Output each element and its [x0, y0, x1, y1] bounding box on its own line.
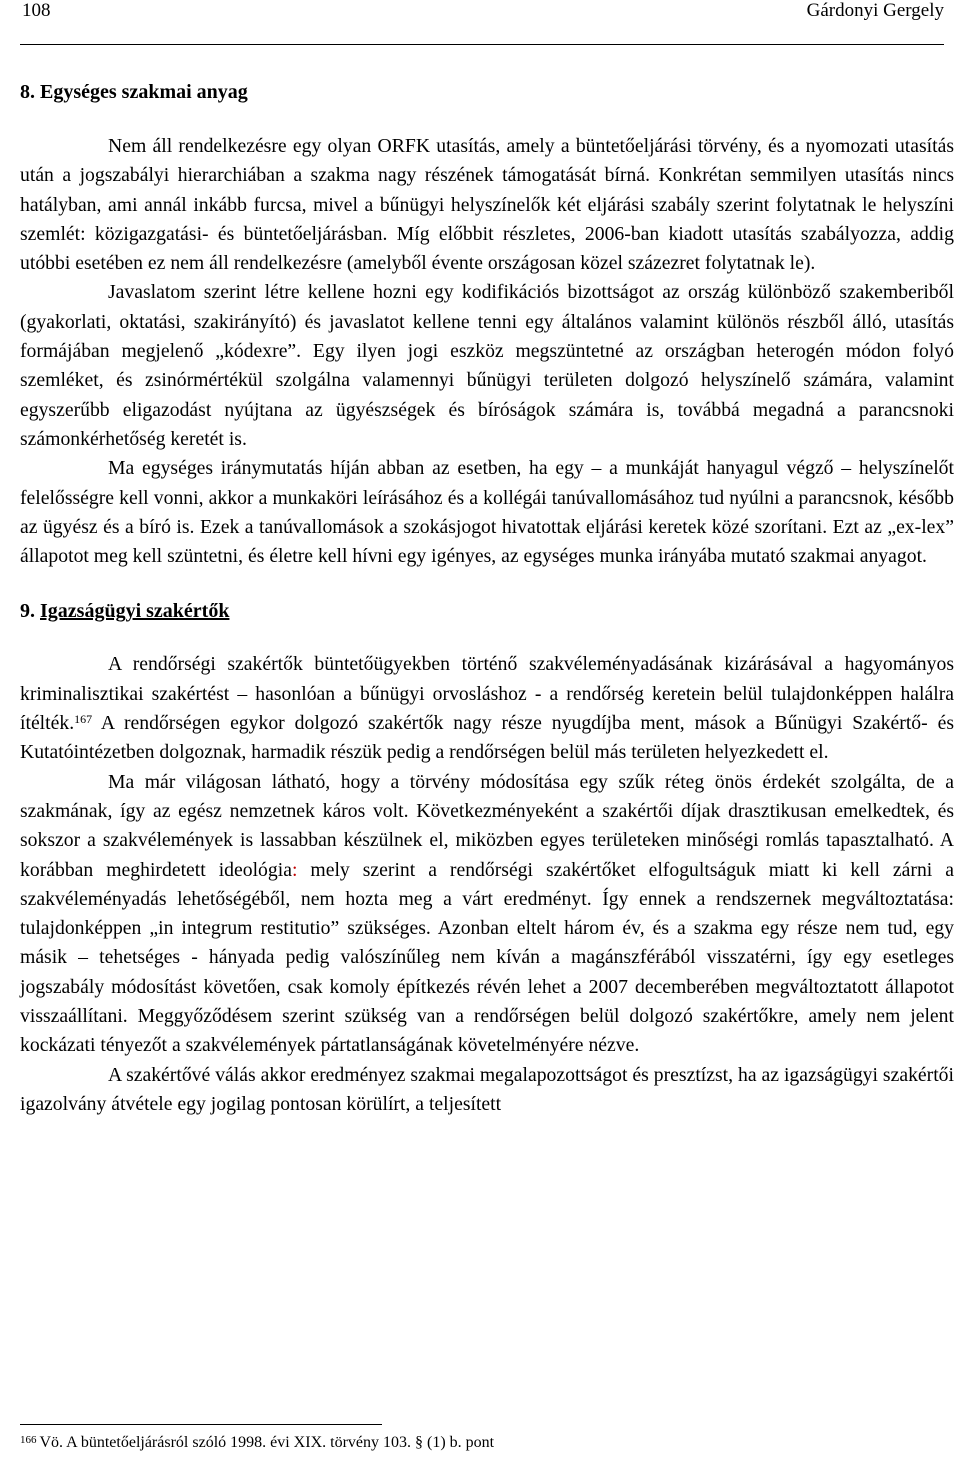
paragraph: [20, 768, 954, 1061]
section-title: Egységes szakmai anyag: [40, 81, 248, 103]
footnote-number: 166: [20, 1434, 37, 1446]
paragraph: Nem áll rendelkezésre egy olyan ORFK utasítás, amely a büntetőeljárási törvény, és a nyomozati utasítás után a jogszabályi hierarchiában a szakma nagy részének támogatását bírná. Konkrétan semmilyen utasítás nincs hatályban, ami annál inkább furcsa, mivel a bűnügyi helyszínelők két eljárási szabály szerint folytatnak le helyszíni szemlét: közigazgatási- és büntetőeljárásban. Míg előbbit részletes, 2006-ban kiadott utasítás szabályozza, addig utóbbi esetében ez nem áll rendelkezésre (amelyből évente országosan közel százezret folytatnak le).: [20, 135, 954, 275]
section-number: 8.: [20, 81, 35, 103]
page-header: [20, 0, 944, 45]
section-heading-9: [20, 597, 954, 626]
page-number: 108: [22, 0, 51, 21]
paragraph: [20, 650, 954, 767]
highlighted-colon: :: [291, 858, 298, 881]
paragraph: Ma egységes iránymutatás híján abban az esetben, ha egy – a munkáját hanyagul végző – helyszínelőt felelősségre kell vonni, akkor a munkaköri leírásához és a kollégái tanúvallomásához tud nyúlni a parancsnok, később az ügyész és a bíró is. Ezek a tanúvallomások a szokásjogot hivatottak eljárási keretek közé szorítani. Ezt az „ex-lex” állapotot meg kell szüntetni, és életre kell hívni egy igényes, az egységes munka irányába mutató szakmai anyagot.: [20, 457, 954, 568]
section-heading-8: [20, 78, 954, 107]
paragraph: A szakértővé válás akkor eredményez szakmai megalapozottságot és presztízst, ha az igazságügyi szakértői igazolvány átvétele egy jogilag pontosan körülírt, a teljesített: [20, 1063, 954, 1115]
paragraph-text: Ma már világosan látható, hogy a törvény módosítása egy szűk réteg önös érdekét szolgálta, de a szakmának, így az egész nemzetnek káros volt. Következményeként a szakértői díjak drasztikusan emelkedtek, és sokszor a szakvélemények is lassabban készülnek el, miközben egyes területeken minőségi romlás tapasztalható. A korábban meghirdetett ideológia: [20, 770, 954, 881]
footnote-separator: [20, 1424, 382, 1425]
paragraph: Javaslatom szerint létre kellene hozni egy kodifikációs bizottságot az ország különböző szakemberiből (gyakorlati, oktatási, szakirányító) és javaslatot kellene tenni egy általános valamint különös részből álló, utasítás formájában megjelenő „kódexre”. Egy ilyen jogi eszköz megszüntetné az országban heterogén módon folyó szemléket, és zsinórmértékül szolgálna valamennyi bűnügyi területen dolgozó helyszínelő számára, valamint egyszerűbb eligazodást nyújtana az ügyészségek és bíróságok számára is, továbbá megadná a parancsnoki számonkérhetőség keretét is.: [20, 281, 954, 450]
footnote-text: Vö. A büntetőeljárásról szóló 1998. évi XIX. törvény 103. § (1) b. pont: [39, 1434, 495, 1451]
section-number: 9.: [20, 600, 35, 623]
paragraph-text: A rendőrségi szakértők büntetőügyekben történő szakvéleményadásának kizárásával a hagyományos kriminalisztikai szakértést – hasonlóan a bűnügyi orvosláshoz - a rendőrség keretein belül tulajdonképpen halálra ítélték.: [20, 653, 954, 735]
running-author: Gárdonyi Gergely: [806, 0, 944, 21]
page-body: [20, 78, 954, 1119]
section-title: Igazságügyi szakértők: [40, 600, 230, 623]
footnote-reference[interactable]: 167: [74, 712, 93, 727]
footnote: [20, 1433, 494, 1453]
paragraph-text: A rendőrségen egykor dolgozó szakértők nagy része nyugdíjba ment, mások a Bűnügyi Szakértő- és Kutatóintézetben dolgoznak, harmadik részük pedig a rendőrségen belül más területen helyezkedett el.: [20, 712, 954, 764]
paragraph-text: mely szerint a rendőrségi szakértőket elfogultságuk miatt ki kell zárni a szakvéleményadás lehetőségéből, nem hozta meg a várt eredményt. Így ennek a rendszernek megváltoztatása: tulajdonképpen „in integrum restitutio” szükséges. Azonban eltelt három év, és a szakma egy része nem tud, egy másik – tehetséges - hányada pedig valószínűleg nem kíván a magánszférából visszatérni, így egy esetleges jogszabály módosítást követően, csak komoly építkezés révén lehet a 2007 decemberében megváltoztatott állapotot visszaállítani. Meggyőződésem szerint szükség van a rendőrségen belül dolgozó szakértőkre, amely nem jelent kockázati tényezőt a szakvélemények pártatlanságának követelményére nézve.: [20, 858, 954, 1057]
